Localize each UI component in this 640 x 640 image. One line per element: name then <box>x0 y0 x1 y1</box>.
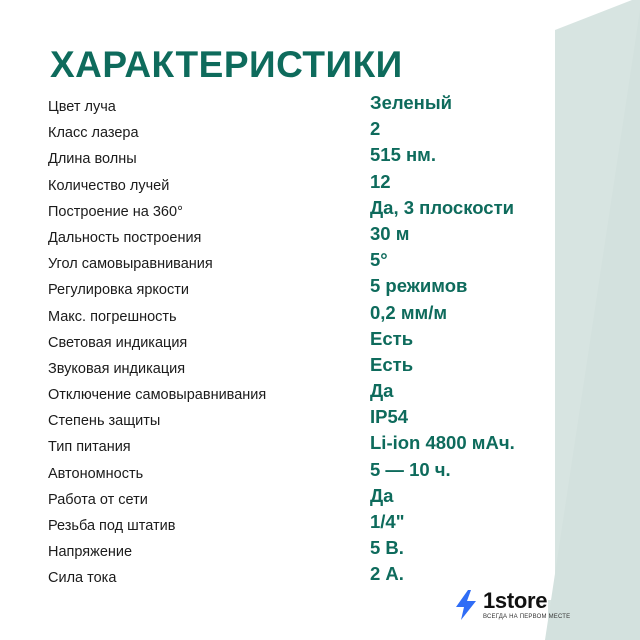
spec-value: Есть <box>370 327 414 349</box>
spec-label: Макс. погрешность <box>48 308 177 325</box>
lightning-bolt-icon <box>453 590 479 620</box>
brand-logo <box>453 588 573 624</box>
spec-row <box>48 511 608 537</box>
spec-value: 5 — 10 ч. <box>370 458 451 480</box>
spec-label: Отключение самовыравнивания <box>48 387 267 404</box>
page-title: ХАРАКТЕРИСТИКИ <box>50 44 403 85</box>
spec-row <box>48 223 608 249</box>
spec-row <box>48 171 608 197</box>
spec-label: Количество лучей <box>48 177 170 194</box>
spec-label: Тип питания <box>48 439 131 456</box>
spec-value: 30 м <box>370 222 410 244</box>
spec-row <box>48 328 608 354</box>
spec-label: Угол самовыравнивания <box>48 256 213 273</box>
spec-label: Автономность <box>48 465 144 482</box>
spec-label: Дальность построения <box>48 229 202 246</box>
spec-value: Да <box>370 484 394 506</box>
spec-row <box>48 563 608 589</box>
spec-row <box>48 459 608 485</box>
spec-value: Есть <box>370 353 414 375</box>
spec-row <box>48 432 608 458</box>
spec-row <box>48 275 608 301</box>
spec-row <box>48 537 608 563</box>
spec-value: 12 <box>370 170 391 192</box>
spec-value: 5 В. <box>370 537 404 559</box>
logo-tagline: ВСЕГДА НА ПЕРВОМ МЕСТЕ <box>483 614 571 620</box>
spec-label: Степень защиты <box>48 413 161 430</box>
spec-label: Регулировка яркости <box>48 282 189 299</box>
spec-value: 2 <box>370 118 381 140</box>
spec-value: 0,2 мм/м <box>370 301 448 323</box>
spec-value: Да <box>370 380 394 402</box>
spec-row <box>48 144 608 170</box>
spec-value: IP54 <box>370 406 409 428</box>
spec-value: 2 А. <box>370 563 404 585</box>
spec-value: Зеленый <box>370 92 453 113</box>
spec-label: Сила тока <box>48 570 117 587</box>
spec-value: Да, 3 плоскости <box>370 196 514 218</box>
spec-value: 5° <box>370 249 388 271</box>
spec-value: Li-ion 4800 мАч. <box>370 432 515 454</box>
spec-list <box>48 92 608 590</box>
spec-value: 1/4" <box>370 511 405 532</box>
spec-label: Резьба под штатив <box>48 518 176 534</box>
spec-row <box>48 380 608 406</box>
spec-value: 515 нм. <box>370 144 437 166</box>
spec-label: Работа от сети <box>48 491 148 508</box>
spec-row <box>48 302 608 328</box>
spec-row <box>48 249 608 275</box>
spec-row <box>48 92 608 118</box>
spec-label: Построение на 360° <box>48 203 183 220</box>
spec-label: Цвет луча <box>48 99 116 115</box>
logo-name: 1store <box>483 588 548 613</box>
spec-row <box>48 485 608 511</box>
spec-label: Класс лазера <box>48 125 139 142</box>
spec-label: Световая индикация <box>48 334 188 351</box>
spec-value: 5 режимов <box>370 275 468 297</box>
spec-label: Звуковая индикация <box>48 360 186 377</box>
spec-row <box>48 118 608 144</box>
spec-row <box>48 406 608 432</box>
spec-row <box>48 197 608 223</box>
spec-row <box>48 354 608 380</box>
spec-label: Длина волны <box>48 151 137 168</box>
spec-label: Напряжение <box>48 544 133 561</box>
